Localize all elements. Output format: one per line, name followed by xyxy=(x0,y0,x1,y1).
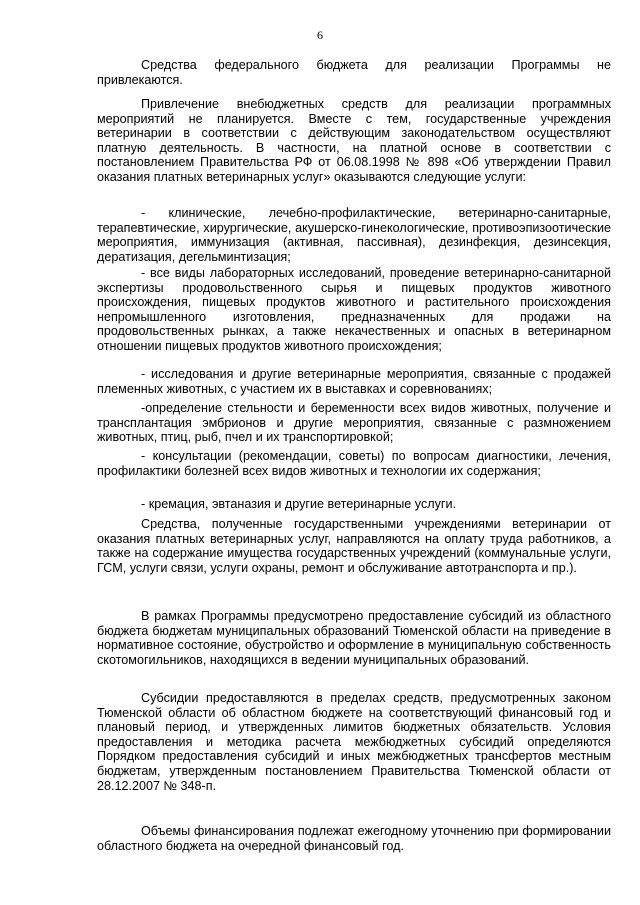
paragraph-paid-services-funds: Средства, полученные государственными учреждениями ветеринарии от оказания платных ветеринарных услуг, направляются на оплату труда работников, а также на содержание имущества государственных учреждений (коммунальные услуги, ГСМ, услуги связи, услуги охраны, ремонт и обслуживание автотранспорта и пр.). xyxy=(97,517,611,575)
list-item-laboratory-research: - все виды лабораторных исследований, проведение ветеринарно-санитарной экспертизы продовольственного сырья и пищевых продуктов животного происхождения, пищевых продуктов животного и растительного происхождения непромышленного изготовления, предназначенных для продажи на продовольственных рынках, а также некачественных и опасных в ветеринарном отношении пищевых продуктов животного происхождения; xyxy=(97,266,611,353)
list-item-cremation: - кремация, эвтаназия и другие ветеринарные услуги. xyxy=(141,497,457,511)
paragraph-subsidies-conditions: Субсидии предоставляются в пределах средств, предусмотренных законом Тюменской области об областном бюджете на соответствующий финансовый год и плановый период, и утвержденных лимитов бюджетных обязательств. Условия предоставления и методика расчета межбюджетных субсидий определяются Порядком предоставления субсидий и иных межбюджетных трансфертов местным бюджетам, утвержденным постановлением Правительства Тюменской области от 28.12.2007 № 348-п. xyxy=(97,691,611,793)
list-item-clinical-services: - клинические, лечебно-профилактические, ветеринарно-санитарные, терапевтические, хирургические, акушерско-гинекологические, противоэпизоотические мероприятия, иммунизация (активная, пассивная), дезинфекция, дезинсекция, дератизация, дегельминтизация; xyxy=(97,206,611,264)
paragraph-federal-budget: Средства федерального бюджета для реализации Программы не привлекаются. xyxy=(97,58,611,87)
list-item-pregnancy-detection: -определение стельности и беременности всех видов животных, получение и трансплантация эмбрионов и другие мероприятия, связанные с размножением животных, птиц, рыб, пчел и их транспортировкой; xyxy=(97,401,611,445)
list-item-breeding-animals: - исследования и другие ветеринарные мероприятия, связанные с продажей племенных животных, с участием их в выставках и соревнованиях; xyxy=(97,367,611,396)
paragraph-subsidies-program: В рамках Программы предусмотрено предоставление субсидий из областного бюджета бюджетам муниципальных образований Тюменской области на приведение в нормативное состояние, обустройство и оформление в муниципальную собственность скотомогильников, находящихся в ведении муниципальных образований. xyxy=(97,609,611,667)
paragraph-extrabudgetary-funds: Привлечение внебюджетных средств для реализации программных мероприятий не планируется. Вместе с тем, государственные учреждения ветеринарии в соответствии с действующим законодательством осуществляют платную деятельность. В частности, на платной основе в соответствии с постановлением Правительства РФ от 06.08.1998 № 898 «Об утверждении Правил оказания платных ветеринарных услуг» оказываются следующие услуги: xyxy=(97,97,611,184)
paragraph-financing-volumes: Объемы финансирования подлежат ежегодному уточнению при формировании областного бюджета на очередной финансовый год. xyxy=(97,824,611,853)
list-item-consultations: - консультации (рекомендации, советы) по вопросам диагностики, лечения, профилактики болезней всех видов животных и технологии их содержания; xyxy=(97,449,611,478)
page-number: 6 xyxy=(317,28,323,42)
